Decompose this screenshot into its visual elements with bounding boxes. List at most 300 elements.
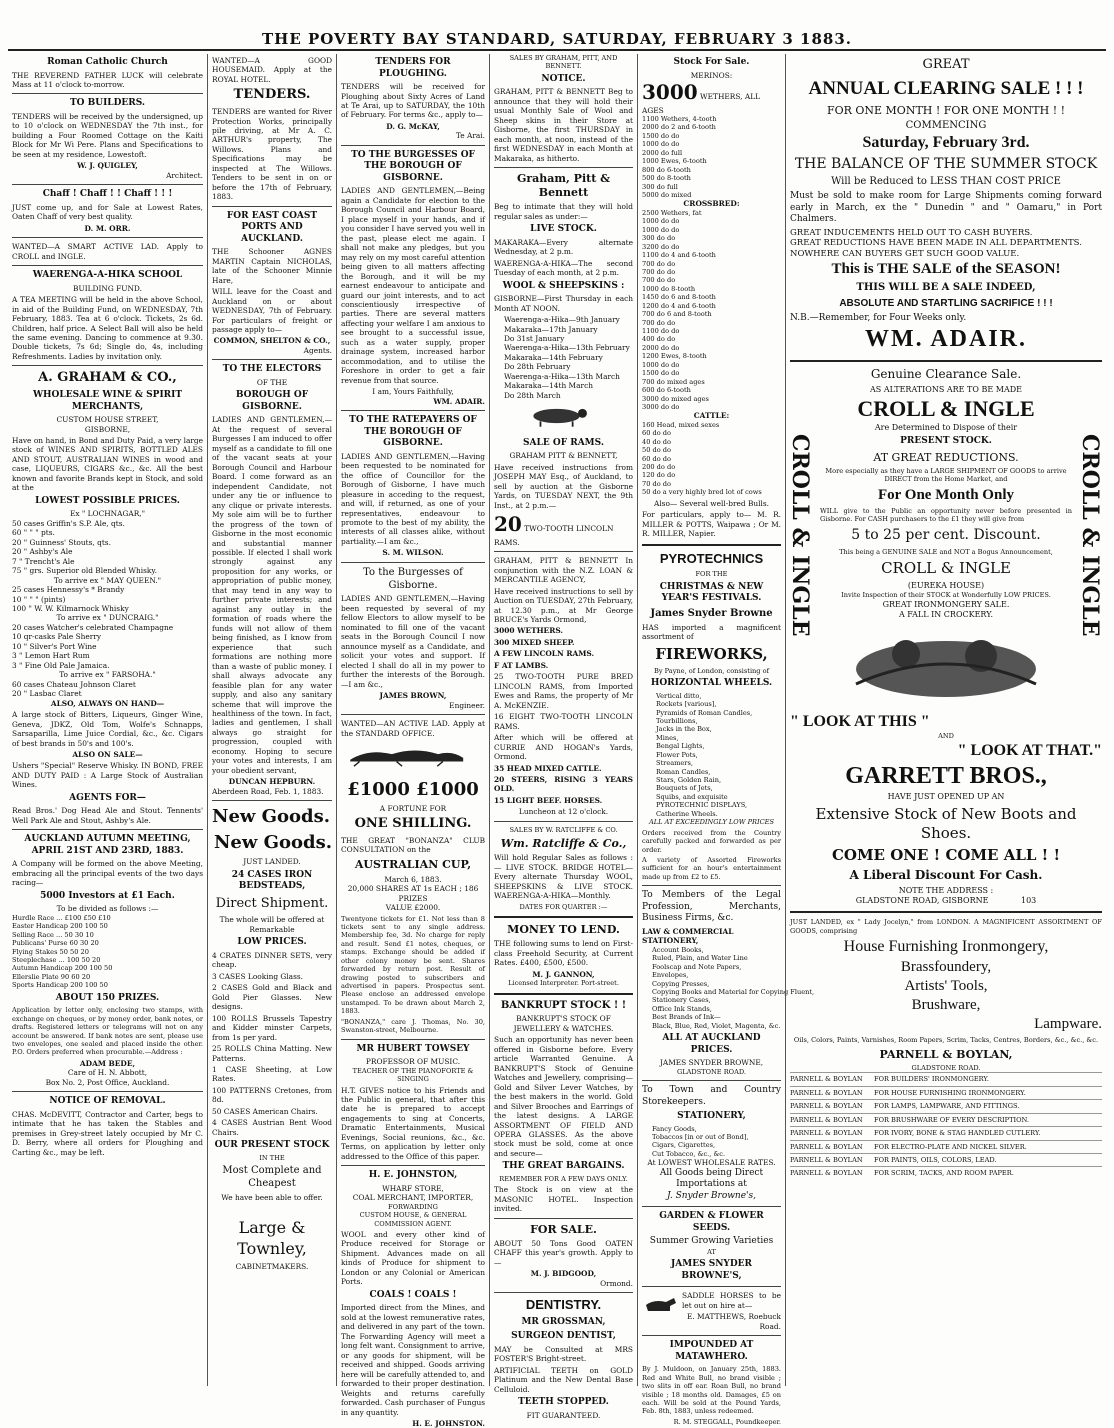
- annual-sale-heading: ANNUAL CLEARING SALE ! ! !: [808, 77, 1084, 99]
- brass-heading: Brassfoundery,: [900, 958, 992, 975]
- at-line: AT: [707, 1247, 716, 1256]
- crossbred-heading: CROSSBRED:: [683, 199, 740, 209]
- towsey-sub: TEACHER OF THE PIANOFORTE & SINGING: [352, 1066, 474, 1084]
- masthead-rule: [8, 49, 1106, 51]
- catholic-notice: THE REVEREND FATHER LUCK will celebrate Mass at 11 o'clock to-morrow.: [12, 70, 203, 89]
- coals-heading: COALS ! COALS !: [369, 1289, 457, 1300]
- list-item: Waerenga-a-Hika—13th February: [504, 343, 630, 353]
- for-sale-heading: FOR SALE.: [530, 1222, 597, 1236]
- schooner-notice: WILL leave for the Coast and Auckland on or about WEDNESDAY, 7th of February. For particulars of freight or passage apply to—: [212, 287, 332, 335]
- table-row: Flying Stakes 50 50 20: [12, 947, 89, 956]
- schooner-line: THE Schooner AGNES MARTIN Captain NICHOLAS, late of the Schooner Minnie Hare,: [212, 247, 332, 285]
- look-heading-2: " LOOK AT THAT.": [957, 741, 1102, 759]
- mckay-town: Te Arai.: [455, 131, 485, 141]
- ratcliffe-byline: SALES BY W. RATCLIFFE & CO.: [509, 825, 618, 834]
- investors-heading: 5000 Investors at £1 Each.: [40, 890, 175, 901]
- cattle-list: [642, 421, 781, 497]
- auckland-notice: A Company will be formed on the above Meeting, embracing all the principal events of the two days racing—: [12, 859, 203, 888]
- determined-line: Are Determined to Dispose of their: [874, 422, 1018, 432]
- divider: [12, 1091, 203, 1092]
- croll-ingle-vertical-left: CROLL & INGLE: [787, 434, 813, 637]
- list-item: Tourbillions,: [656, 716, 698, 725]
- list-item: Black, Blue, Red, Violet, Magenta, &c.: [652, 1021, 781, 1030]
- list-item: Stationery Cases,: [652, 996, 711, 1005]
- divider: [494, 993, 633, 995]
- crockery-line: A FALL IN CROCKERY.: [898, 610, 994, 620]
- just-landed: JUST LANDED.: [243, 857, 301, 867]
- list-item: Fancy Goods,: [652, 1124, 697, 1133]
- ratcliffe-heading: Wm. Ratcliffe & Co.,: [500, 837, 627, 851]
- pb-item: FOR LAMPS, LAMPWARE, AND FITTINGS.: [874, 1102, 1020, 1111]
- ironmongery-line: GREAT IRONMONGERY SALE.: [882, 599, 1010, 609]
- large-townley: Large & Townley,: [237, 1218, 307, 1258]
- list-item: 1200 do 4 and 6-tooth: [642, 301, 716, 310]
- garden-heading: GARDEN & FLOWER SEEDS.: [659, 1211, 764, 1233]
- list-item: Waerenga-a-Hika—13th March: [504, 371, 620, 381]
- common-shelton: COMMON, SHELTON & CO.,: [213, 336, 331, 346]
- saddle-notice: SADDLE HORSES to be let out on hire at—: [682, 1291, 781, 1310]
- list-item: Ruled, Plain, and Water Line: [652, 954, 748, 963]
- list-item: 700 do do: [642, 259, 676, 268]
- list-item: Waerenga-a-Hika—9th January: [504, 315, 620, 325]
- chaff-notice: JUST come up, and for Sale at Lowest Rates, Oaten Chaff of very best quality.: [12, 202, 203, 222]
- gis-burgesses-heading: To the Burgesses of Gisborne.: [363, 566, 463, 591]
- divider: [341, 714, 485, 715]
- towsey-notice: H.T. GIVES notice to his Friends and the Public in general, that after this date he is prepared to accept engagements to sing at Concerts, Dramatic Entertainments, Musical Evenings, Social reunions, &c., &c. Terms, on application by letter only addressed to the Office of this paper.: [341, 1085, 485, 1161]
- list-item: 700 do do: [642, 318, 676, 327]
- list-item: 3000 do do: [642, 402, 680, 411]
- list-item: 1500 do do: [642, 369, 680, 378]
- bankrupt-notice: Such an opportunity has never been offered in Gisborne before. Every article Warranted Genuine. A BANKRUPT'S Stock of Genuine Watches and Jewellery, comprising—Gold and Silver Lever Watches, by the best makers in the world. Gold and Silver Brooches and Earrings of the latest designs. A LARGE ASSORTMENT OF FIELD AND OPERA GLASSES. As the above stock must be sold, come at once and secure—: [494, 1035, 633, 1158]
- list-item: 5000 do mixed: [642, 190, 692, 199]
- cabinetmakers: CABINETMAKERS.: [235, 1262, 309, 1272]
- lowest-wholesale: At LOWEST WHOLESALE RATES.: [647, 1158, 776, 1168]
- impounded-heading: IMPOUNDED AT MATAWHERO.: [669, 1340, 754, 1362]
- column-2: [207, 54, 336, 1386]
- bankrupt-heading: BANKRUPT STOCK ! !: [500, 999, 627, 1011]
- column-1: [8, 54, 207, 1386]
- wanted-lad-2: WANTED—AN ACTIVE LAD. Apply at the STANDARD OFFICE.: [341, 719, 485, 738]
- list-item: F AT LAMBS.: [494, 660, 549, 670]
- masthead: [0, 0, 1114, 52]
- towsey-role: PROFESSOR OF MUSIC.: [365, 1057, 461, 1067]
- rams-firm: GRAHAM PITT & BENNETT,: [509, 451, 618, 461]
- divider: [341, 1039, 485, 1040]
- extensive-line: Extensive Stock of New Boots and Shoes.: [815, 804, 1077, 843]
- stock-sale-heading: Stock For Sale.: [673, 57, 750, 67]
- pb-name: PARNELL & BOYLAN: [790, 1142, 863, 1151]
- list-item: [790, 1086, 1102, 1099]
- surgeon-line: SURGEON DENTIST,: [511, 1331, 616, 1342]
- divider: [494, 1292, 633, 1293]
- list-item: 1500 do do: [642, 131, 680, 140]
- look-and: AND: [938, 732, 954, 741]
- removal-notice: CHAS. McDEVITT, Contractor and Carter, begs to intimate that he has taken the Stables and premises in Grey-street lately occupied by Mr C. D. Berry, where all orders for Ploughing and Carting &c., may be left.: [12, 1109, 203, 1157]
- teeth-stopped: TEETH STOPPED.: [518, 1397, 609, 1408]
- list-item: 2500 Wethers, fat: [642, 208, 702, 217]
- brush-heading: Brushware,: [911, 997, 981, 1014]
- fireworks-list: [642, 692, 781, 819]
- list-item: 10 " " " (pints): [12, 594, 66, 604]
- new-goods-heading-2: New Goods.: [213, 832, 332, 854]
- auckland-prices: ALL AT AUCKLAND PRICES.: [662, 1033, 761, 1055]
- list-item: [790, 1126, 1102, 1139]
- column-4: [489, 54, 637, 1420]
- list-item: 50 do a very highly bred lot of cows: [642, 488, 762, 497]
- wanted-lad: WANTED—A SMART ACTIVE LAD. Apply to CROLL and INGLE.: [12, 242, 203, 261]
- at-great-line: AT GREAT REDUCTIONS.: [873, 450, 1019, 464]
- list-item: Makaraka—14th March: [504, 381, 593, 391]
- list-item: 1100 do 4 and 6-tooth: [642, 251, 716, 260]
- ploughing-notice: TENDERS will be received for Ploughing about Sixty Acres of Land at Te Arai, up to SATURDAY, the 10th of February. For terms &c., apply to—: [341, 82, 485, 120]
- table-row: Autumn Handicap 200 100 50: [12, 964, 113, 973]
- list-item: Cigars, Cigarettes,: [652, 1141, 716, 1150]
- garrett-heading: GARRETT BROS.,: [845, 762, 1047, 789]
- absolute-line: ABSOLUTE AND STARTLING SACRIFICE ! ! !: [839, 298, 1053, 310]
- list-item: 800 do 6-tooth: [642, 165, 691, 174]
- wilson-name: S. M. WILSON.: [382, 548, 444, 558]
- rams-desc: TWO-TOOTH LINCOLN RAMS.: [494, 524, 614, 547]
- list-item: 25 ROLLS China Matting. New Patterns.: [212, 1044, 332, 1063]
- able-line: We have been able to offer.: [221, 1192, 323, 1202]
- table-row: Sports Handicap 200 100 50: [12, 981, 108, 990]
- ploughing-heading: TENDERS FOR PLOUGHING.: [375, 57, 451, 79]
- cattle-heading: CATTLE:: [693, 411, 730, 421]
- divider: [341, 145, 485, 146]
- list-item: 160 Head, mixed sexes: [642, 420, 720, 429]
- masthead-title: THE POVERTY BAY STANDARD, SATURDAY, FEBRUARY 3 1883.: [261, 30, 852, 48]
- bonanza-address: "BONANZA," care J. Thomas, No. 30, Swanston-street, Melbourne.: [341, 1017, 485, 1035]
- present-stock: OUR PRESENT STOCK: [214, 1140, 330, 1151]
- wm-adair-heading: WM. ADAIR.: [865, 326, 1027, 353]
- prizes-heading: ABOUT 150 PRIZES.: [55, 992, 160, 1003]
- electors-of: OF THE: [256, 377, 288, 387]
- may-queen-heading: To arrive ex " MAY QUEEN.": [53, 575, 162, 585]
- list-item: GREAT REDUCTIONS HAVE BEEN MADE IN ALL DEPARTMENTS.: [790, 238, 1082, 249]
- cattle-lots: [494, 764, 633, 806]
- hepburn-address: Aberdeen Road, Feb. 1, 1883.: [212, 786, 324, 796]
- divider: [642, 1206, 781, 1207]
- steggall-line: R. M. STEGGALL, Poundkeeper.: [673, 1417, 781, 1426]
- farsoha-heading: To arrive ex " FARSOHA.": [59, 670, 156, 680]
- list-item: 2000 do full: [642, 148, 683, 157]
- list-item: Vertical ditto,: [656, 691, 702, 700]
- invite-line: Invite Inspection of their STOCK at Wonderfully LOW PRICES.: [841, 591, 1051, 600]
- list-item: 10 " Silver's Port Wine: [12, 641, 97, 651]
- horse-race-illustration: [341, 744, 471, 768]
- electors-notice: LADIES AND GENTLEMEN,—At the request of several Burgesses I am induced to offer myself as a candidate to fill one of the vacant seats at your Borough Council and Harbour Board. I come forward as an independent Candidate, not under any tie or influence to any clique or private interests. My sole aim will be to further the progress of the town of Gisborne in the most economic and substantial manner possible. If elected I shall work strongly against any proposition for any works, or appropriation of public money, that may tend in any way to further private interests; and against any outlay in the formation of roads where the funds will not allow of them being finished, as I know from experience that such formations are nothing more than a waste of public money. I shall always advocate any feasible plan for any water supply, and also any sanitary scheme that will improve the healthiness of the town. In fact, ladies and gentlemen, I shall always go straight for progression, coupled with economy. Hoping to secure your votes and interests, I am your obedient servant,: [212, 415, 332, 775]
- jsb2-line: JAMES SNYDER BROWNE,: [659, 1058, 764, 1068]
- gpb-heading: Graham, Pitt & Bennett: [516, 172, 611, 200]
- table-row: Easter Handicap 200 100 50: [12, 922, 108, 931]
- genuine-heading: Genuine Clearance Sale.: [870, 367, 1022, 382]
- list-item: 100 ROLLS Brussels Tapestry and Kidder minster Carpets, from 1s per yard.: [212, 1013, 332, 1042]
- complete-line: Most Complete and Cheapest: [222, 1165, 322, 1190]
- shares-line: 20,000 SHARES AT 1s EACH ; 186 PRIZES: [347, 884, 479, 903]
- common-role: Agents.: [303, 345, 332, 355]
- luncheon-line: Luncheon at 12 o'clock.: [518, 807, 609, 817]
- graham-subheading: WHOLESALE WINE & SPIRIT MERCHANTS,: [32, 390, 183, 412]
- brown-name: JAMES BROWN,: [379, 691, 447, 701]
- impounded-notice: By J. Muldoon, on January 25th, 1883. Red and White Bull, no brand visible ; two slits in off ear. Roan Bull, no brand visible ; 18 months old. Damages, £5 on each. Will be sold at the Pound Yards, Feb. 8th, 1883, unless redeemed.: [642, 1365, 781, 1416]
- low-prices: LOW PRICES.: [237, 937, 307, 948]
- builders-heading: TO BUILDERS.: [69, 98, 146, 109]
- divider: [494, 916, 633, 918]
- list-item: 1 CASE Sheeting, at Low Rates.: [212, 1064, 332, 1084]
- legal-heading: To Members of the Legal Profession, Merchants, Business Firms, &c.: [642, 890, 781, 924]
- reduced-line: Will be Reduced to LESS THAN COST PRICE: [831, 176, 1061, 188]
- list-item: [790, 1140, 1102, 1153]
- wool-notice: WOOL and every other kind of Produce received for Storage or Shipment. Advances made on all kinds of Produce for shipment to London or any Colonial or American Ports.: [341, 1230, 485, 1287]
- wheels-heading: HORIZONTAL WHEELS.: [650, 678, 773, 689]
- in-the: IN THE: [259, 1153, 285, 1162]
- pb-name: PARNELL & BOYLAN: [790, 1129, 863, 1138]
- bedsteads-line: 24 CASES IRON BEDSTEADS,: [231, 869, 313, 892]
- list-item: Tobaccos [in or out of Bond],: [652, 1133, 749, 1142]
- graham-heading: A. GRAHAM & CO.,: [38, 370, 177, 386]
- tenders-notice: TENDERS are wanted for River Protection Works, principally pile driving, at Mr A. C. ARTHUR's property, The Willows. Plans and Specifications may be inspected at The Willows. Tenders to be sent in on or before the 17th of February, 1883.: [212, 107, 332, 202]
- for-one-heading: For One Month Only: [878, 486, 1014, 503]
- customs-line: CUSTOM HOUSE, & GENERAL COMMISSION AGENT.: [359, 1211, 467, 1228]
- builders-notice: TENDERS will be received by the undersigned, up to 10 o'clock on WEDNESDAY the 7th inst., for building a Four Roomed Cottage on the Kaiti Block for Mr Wi Pere. Plans and Specifications to be seen at my residence, Lowestoft.: [12, 111, 203, 159]
- pb-item: FOR SCRIM, TACKS, AND ROOM PAPER.: [874, 1169, 1014, 1178]
- stock-lots: [494, 626, 633, 731]
- bargains-heading: THE GREAT BARGAINS.: [502, 1161, 625, 1172]
- divider: [12, 237, 203, 238]
- pb-item: FOR BRUSHWARE OF EVERY DESCRIPTION.: [874, 1115, 1029, 1124]
- list-item: 1000 do 8-tooth: [642, 284, 696, 293]
- parnell-heading: PARNELL & BOYLAN,: [879, 1047, 1013, 1061]
- divider: [790, 911, 1102, 913]
- thousand-heading: £1000 £1000: [347, 778, 479, 800]
- apply-notice: Application by letter only, enclosing two stamps, with exchange on cheques, or by money order, bank notes, or drafts. Registered letters or telegrams will not on any account be answered. If bank notes are sent, please use two envelopes, one sealed and placed inside the other. P.O. Orders preferred when procurable.—Address :: [12, 1006, 203, 1057]
- gisborne-line: GISBORNE—First Thursday in each Month AT NOON.: [494, 294, 633, 313]
- bede-address: Care of H. N. Abbott,: [67, 1068, 148, 1078]
- pb-name: PARNELL & BOYLAN: [790, 1169, 863, 1178]
- list-item: 50 do do: [642, 446, 671, 455]
- duncraig-heading: To arrive ex " DUNCRAIG.": [56, 613, 159, 623]
- balance-line: THE BALANCE OF THE SUMMER STOCK: [794, 156, 1098, 173]
- law-heading: LAW & COMMERCIAL STATIONERY,: [642, 926, 734, 946]
- list-item: 600 do 6-tooth: [642, 386, 691, 395]
- pb-item: FOR BUILDERS' IRONMONGERY.: [874, 1075, 990, 1084]
- list-item: 3000 do mixed ages: [642, 394, 709, 403]
- divider: [12, 184, 203, 185]
- orr-name: D. M. ORR.: [84, 223, 131, 233]
- list-item: [790, 1099, 1102, 1112]
- list-item: 60 " " " pts.: [12, 528, 55, 538]
- also-bulls: Also— Several well-bred Bulls.: [653, 498, 770, 508]
- list-item: 3200 do do: [642, 242, 680, 251]
- list-item: 2000 do 2 and 6-tooth: [642, 123, 716, 132]
- wethers-count: 3000: [642, 79, 698, 104]
- list-item: 700 do do: [642, 276, 676, 285]
- divider: [642, 1335, 781, 1336]
- matthews-line: E. MATTHEWS, Roebuck Road.: [686, 1312, 781, 1331]
- bankrupt-sub: BANKRUPT'S STOCK OF JEWELLERY & WATCHES.: [513, 1014, 614, 1033]
- for-sale-notice: ABOUT 50 Tons Good OATEN CHAFF this year's growth. Apply to—: [494, 1238, 633, 1267]
- divider: [790, 360, 1102, 362]
- list-item: 60 do do: [642, 454, 671, 463]
- gpb-notice: Beg to intimate that they will hold regular sales as under:—: [494, 202, 633, 221]
- also-sale-heading: ALSO ON SALE—: [72, 750, 143, 760]
- notice-heading: NOTICE.: [541, 73, 586, 84]
- table-row: Ellerslie Plate 90 60 20: [12, 972, 91, 981]
- list-item: 1000 do do: [642, 360, 680, 369]
- list-item: Copying Books and Material for Copying Fluent,: [652, 987, 815, 996]
- makaraka-line: MAKARAKA—Every alternate Wednesday, at 2 p.m.: [494, 237, 633, 257]
- conjunction-line: GRAHAM, PITT & BENNETT In conjunction with the N.Z. LOAN & MERCANTILE AGENCY,: [494, 556, 633, 585]
- list-item: 1000 do do: [642, 217, 680, 226]
- list-item: 1000 do do: [642, 140, 680, 149]
- chaff-heading: Chaff ! Chaff ! ! Chaff ! ! !: [42, 189, 173, 200]
- johnston-heading: H. E. JOHNSTON,: [368, 1170, 458, 1181]
- list-item: Do 31st January: [504, 334, 565, 344]
- list-item: Do 28th February: [504, 362, 571, 372]
- list-item: 20 " Ashby's Ale: [12, 547, 73, 557]
- sales-byline: SALES BY GRAHAM, PITT, AND BENNETT.: [509, 54, 618, 71]
- will-give-line: WILL give to the Public an opportunity never before presented in Gisborne. For CASH purchasers to the £1 they will give from: [820, 506, 1072, 524]
- merino-list: [642, 115, 781, 199]
- rams-count: 20: [494, 512, 522, 537]
- sheep-illustration: [494, 404, 619, 428]
- lowest-prices: LOWEST POSSIBLE PRICES.: [35, 495, 180, 506]
- inducements-list: [790, 228, 1102, 261]
- divider: [12, 365, 203, 366]
- divider: [341, 562, 485, 563]
- house-heading: House Furnishing Ironmongery,: [843, 938, 1049, 956]
- march-line: March 6, 1883.: [384, 874, 442, 884]
- more-line: More especially as they have a LARGE SHIPMENT OF GOODS to arrive DIRECT from the Home Market, and: [825, 466, 1067, 484]
- payne-line: By Payne, of London, consisting of: [653, 666, 770, 675]
- variety-line: A variety of Assorted Fireworks sufficient for an hour's entertainment made up from £2 to £5.: [642, 855, 781, 881]
- list-item: Envelopes,: [652, 971, 689, 980]
- list-item: 20 " Lasbac Claret: [12, 689, 82, 699]
- list-item: 2 CASES Gold and Black and Gold Pier Glasses. New designs.: [212, 983, 332, 1012]
- saturday-line: Saturday, February 3rd.: [862, 133, 1030, 151]
- list-item: [790, 1072, 1102, 1085]
- pb-name: PARNELL & BOYLAN: [790, 1088, 863, 1097]
- orders-line: Orders received from the Country carefully packed and forwarded as per order.: [642, 828, 781, 854]
- fortune-line: A FORTUNE FOR: [379, 803, 447, 813]
- table-row: Selling Race ... 50 30 10: [12, 930, 94, 939]
- fireworks-heading: FIREWORKS,: [655, 644, 768, 663]
- wethers-desc: WETHERS, ALL AGES: [642, 91, 761, 115]
- bonanza-line: THE GREAT "BONANZA" CLUB CONSULTATION on the: [341, 835, 485, 855]
- dates-quarter: DATES FOR QUARTER :—: [519, 902, 608, 911]
- list-item: 300 MIXED SHEEP.: [494, 637, 575, 647]
- jsb3-line: J. Snyder Browne's,: [666, 1190, 757, 1201]
- burgesses-notice: LADIES AND GENTLEMEN,—Being again a Candidate for election to the Borough Council and Harbour Board, I place myself in your hands, and if you consider I have served you well in the past, please elect me again. I shall not make any pledges, but you may rely on my most careful attention being given to all matters affecting the Borough, and it will be my earnest endeavour to anticipate and guard our joint interests, and to act conscientiously irrespective of parties. There are several matters affecting your welfare I am anxious to see brought to a successful issue, such as a water supply, proper drainage system, increased harbor accommodation, and to utilise the Foreshore in order to get a fair revenue from that source.: [341, 186, 485, 385]
- croll-ingle-vertical-right: CROLL & INGLE: [1077, 434, 1103, 637]
- pb-item: FOR IVORY, BONE & STAG HANDLED CUTLERY.: [874, 1129, 1041, 1138]
- forwarding-line: FORWARDING: [388, 1202, 438, 1211]
- divider: [642, 1080, 781, 1081]
- list-item: Makaraka—17th January: [504, 324, 598, 334]
- list-item: Pyramids of Roman Candles,: [656, 708, 753, 717]
- discount-heading: 5 to 25 per cent. Discount.: [851, 526, 1041, 543]
- list-item: Foolscap and Note Papers,: [652, 962, 742, 971]
- bidgood-town: Ormond.: [600, 1278, 633, 1288]
- list-item: Best Brands of Ink—: [652, 1013, 721, 1022]
- list-item: 60 cases Chateau Johnson Claret: [12, 679, 136, 689]
- divider: [212, 800, 332, 801]
- list-item: 25 TWO-TOOTH PURE BRED LINCOLN RAMS, from Imported Ewes and Rams, the property of Mr A. McKENZIE.: [494, 672, 633, 710]
- all-at-line: ALL AT EXCEEDINGLY LOW PRICES: [649, 818, 774, 827]
- list-item: 1100 do do: [642, 327, 680, 336]
- list-item: 7 " Trencht's Ale: [12, 556, 75, 566]
- commencing-line: COMMENCING: [905, 120, 987, 132]
- list-item: 20 cases Watcher's celebrated Champagne: [12, 622, 174, 632]
- tenders-heading: TENDERS.: [233, 87, 311, 103]
- divided-line: To be divided as follows :—: [56, 904, 159, 914]
- has-imported: HAS imported a magnificent assortment of: [642, 622, 781, 642]
- column-6: [785, 54, 1106, 1386]
- list-item: 50 cases Griffin's S.P. Ale, qts.: [12, 518, 125, 528]
- lady-line: JUST LANDED, ex " Lady Jocelyn," from LONDON. A MAGNIFICENT ASSORTMENT OF GOODS, comprising: [790, 918, 1102, 935]
- nb-line: N.B.—Remember, for Four Weeks only.: [790, 312, 967, 323]
- list-item: 100 PATTERNS Cretones, from 8d.: [212, 1085, 332, 1105]
- hepburn-name: DUNCAN HEPBURN.: [228, 777, 316, 787]
- graham-notice: Have on hand, in Bond and Duty Paid, a very large stock of WINES AND SPIRITS, BOTTLED ALES AND STOUT, AUSTRALIAN WINES in wood and case, LIQUEURS, CIGARS &c., &c. All the best known and favorite Brands kept in Stock, and sold at the: [12, 435, 203, 493]
- divider: [494, 1218, 633, 1219]
- divider: [212, 359, 332, 360]
- rams-notice: Have received instructions from JOSEPH MAY Esq., of Auckland, to sell by auction at the Gisborne Yards, on TUESDAY NEXT, the 9th Inst., at 2 p.m.—: [494, 462, 633, 510]
- divider: [642, 544, 781, 546]
- quigley-name: W. J. QUIGLEY,: [77, 161, 138, 171]
- towsey-heading: MR HUBERT TOWSEY: [356, 1043, 470, 1054]
- jsb-heading: James Snyder Browne: [650, 607, 773, 619]
- whole-offered: The whole will be offered at Remarkable: [219, 915, 325, 934]
- gannon-name: M. J. GANNON,: [532, 969, 595, 979]
- list-item: Cut Tobacco, &c., &c.: [652, 1149, 726, 1158]
- list-item: 50 CASES American Chairs.: [212, 1106, 318, 1116]
- parnell-list: [790, 1072, 1102, 1180]
- list-item: Copying Presses,: [652, 979, 710, 988]
- ratepayers-notice: LADIES AND GENTLEMEN,—Having been requested to be nominated for the office of Councillor for the Borough of Gisborne, I have much pleasure in acceding to the request, and will, if returned, as one of your representatives, endeavour to promote to the best of my ability, the interests of all classes alike, without partiality.—I am &c.,: [341, 451, 485, 546]
- bidgood-name: M. J. BIDGOOD,: [530, 1269, 597, 1279]
- list-item: 20 " Guinness' Stouts, qts.: [12, 537, 111, 547]
- divider: [12, 93, 203, 94]
- column-3: [336, 54, 489, 1428]
- school-notice: A TEA MEETING will be held in the above School, in aid of the Building Fund, on WEDNESDAY, 7th February, 1883. Tea at 6 o'clock. Tickets, 2s 6d. Children, half price. A Select Ball will also be held the same evening. Dancing to commence at 9.30. Double tickets, 7s 6d; Single do, 4s, including Refreshments. Ladies by invitation only.: [12, 295, 203, 361]
- list-item: 300 do do: [642, 234, 676, 243]
- come-heading: COME ONE ! COME ALL ! !: [831, 846, 1061, 865]
- list-item: 500 do 8-tooth: [642, 174, 691, 183]
- list-item: Streamers,: [656, 759, 693, 768]
- cup-heading: AUSTRALIAN CUP,: [354, 857, 472, 871]
- list-item: 15 LIGHT BEEF. HORSES.: [494, 795, 603, 805]
- divider: [642, 885, 781, 886]
- divider: [642, 1286, 781, 1287]
- list-item: [790, 1153, 1102, 1166]
- list-item: 4 CRATES DINNER SETS, very cheap.: [212, 950, 332, 970]
- artists-heading: Artists' Tools,: [904, 977, 988, 994]
- burgesses-heading: TO THE BURGESSES OF THE BOROUGH OF GISBORNE.: [351, 149, 475, 183]
- list-item: 16 EIGHT TWO-TOOTH LINCOLN RAMS.: [494, 712, 633, 731]
- town-country: To Town and Country Storekeepers.: [642, 1085, 781, 1107]
- list-item: NOWHERE CAN BUYERS GET SUCH GOOD VALUE.: [790, 249, 1020, 260]
- particulars-line: For particulars, apply to— M. R. MILLER & POTTS, Waipawa ; Or M. R. MILLER, Napier.: [642, 510, 781, 539]
- lochnagar-list: [12, 519, 203, 576]
- list-item: 3 CASES Looking Glass.: [212, 971, 304, 981]
- school-heading: WAERENGA-A-HIKA SCHOOL: [32, 270, 183, 281]
- direct-importations: All Goods being Direct Importations at: [659, 1167, 764, 1190]
- pb-item: FOR PAINTS, OILS, COLORS, LEAD.: [874, 1155, 997, 1164]
- list-item: 20 STEERS, RISING 3 YEARS OLD.: [494, 775, 633, 794]
- list-item: 2000 do do: [642, 343, 680, 352]
- present-stock-heading: PRESENT STOCK.: [900, 436, 992, 447]
